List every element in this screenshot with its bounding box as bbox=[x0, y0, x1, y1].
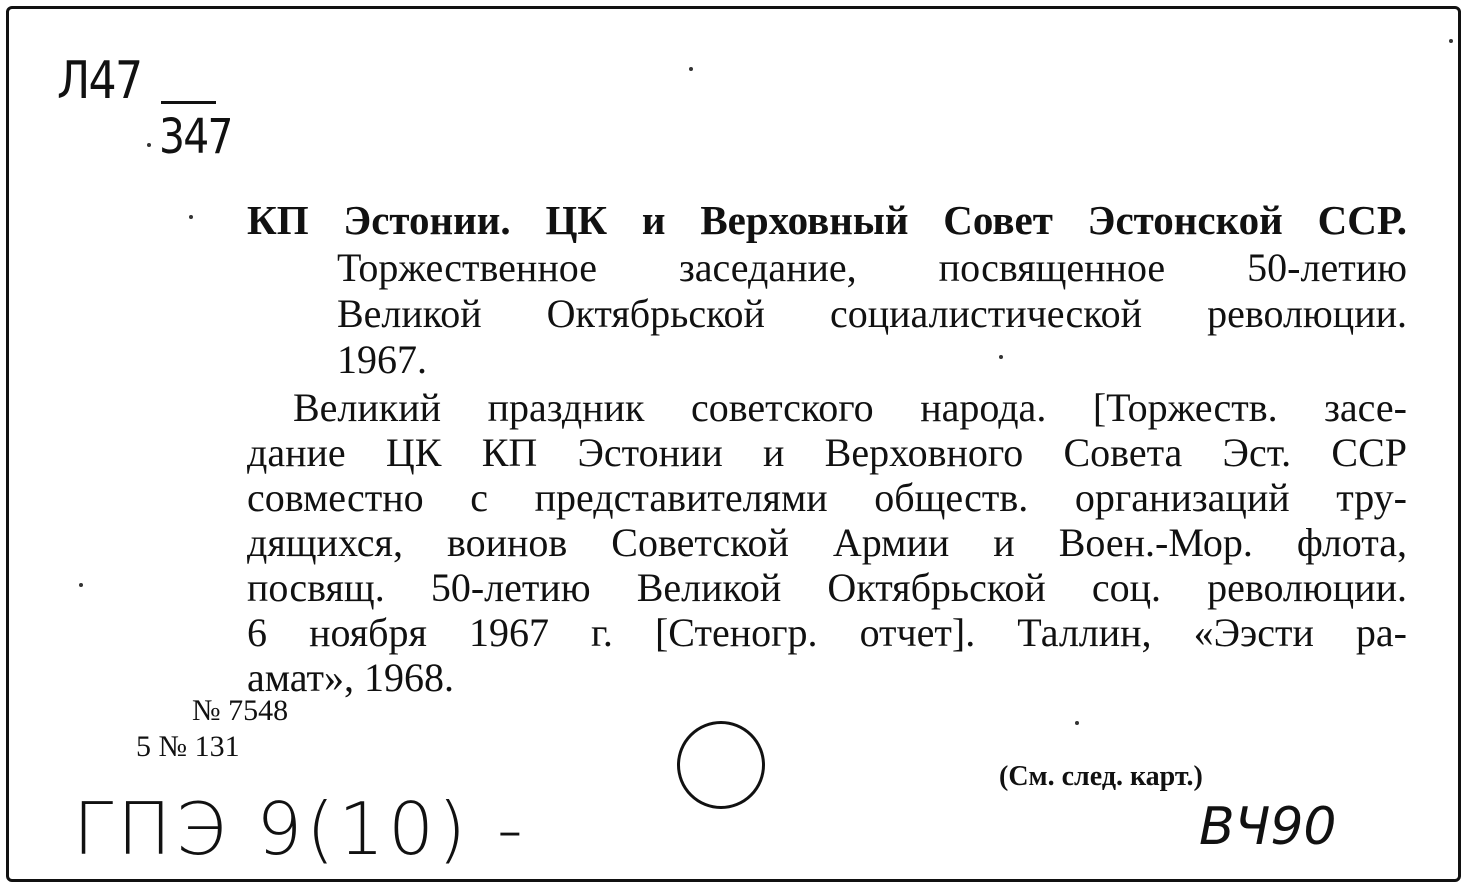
annotation-line: Великий праздник советского народа. [Торжеств. засе- bbox=[293, 385, 1407, 430]
annotation-line: посвящ. 50-летию Великой Октябрьской соц. революции. bbox=[247, 565, 1407, 610]
print-speck bbox=[1449, 39, 1453, 43]
catalog-card bbox=[6, 6, 1461, 882]
subtitle-line: 1967. bbox=[337, 337, 427, 382]
annotation-line: дание ЦК КП Эстонии и Верховного Совета Эст. ССР bbox=[247, 430, 1407, 475]
see-next-card-note: (См. след. карт.) bbox=[999, 761, 1203, 792]
inventory-number: ВЧ90 bbox=[1199, 797, 1337, 857]
annotation-line: 6 ноября 1967 г. [Стеногр. отчет]. Таллин, «Ээсти ра- bbox=[247, 610, 1407, 655]
print-speck bbox=[79, 583, 83, 587]
record-number: 5 № 131 bbox=[136, 730, 240, 763]
print-speck bbox=[147, 143, 151, 147]
subtitle-line: Великой Октябрьской социалистической революции. bbox=[337, 291, 1407, 336]
subtitle-line: Торжественное заседание, посвященное 50-летию bbox=[337, 245, 1407, 290]
punch-hole bbox=[677, 721, 765, 809]
card-subtitle bbox=[337, 245, 1407, 383]
print-speck bbox=[999, 355, 1003, 359]
print-speck bbox=[689, 67, 693, 71]
classification-mark: ГПЭ 9(10) - bbox=[73, 787, 527, 871]
annotation-line: совместно с представителями обществ. организаций тру- bbox=[247, 475, 1407, 520]
print-speck bbox=[1075, 721, 1079, 725]
annotation-line: амат», 1968. bbox=[247, 655, 454, 700]
annotation-line: дящихся, воинов Советской Армии и Воен.-Мор. флота, bbox=[247, 520, 1407, 565]
print-speck bbox=[189, 215, 193, 219]
shelfmark-bottom: 347 bbox=[159, 109, 232, 165]
record-number: № 7548 bbox=[192, 694, 289, 727]
card-annotation bbox=[247, 385, 1407, 700]
card-heading: КП Эстонии. ЦК и Верховный Совет Эстонской ССР. bbox=[247, 197, 1407, 243]
shelfmark-top: Л47 bbox=[57, 51, 142, 111]
shelfmark-fraction-line bbox=[161, 101, 216, 104]
